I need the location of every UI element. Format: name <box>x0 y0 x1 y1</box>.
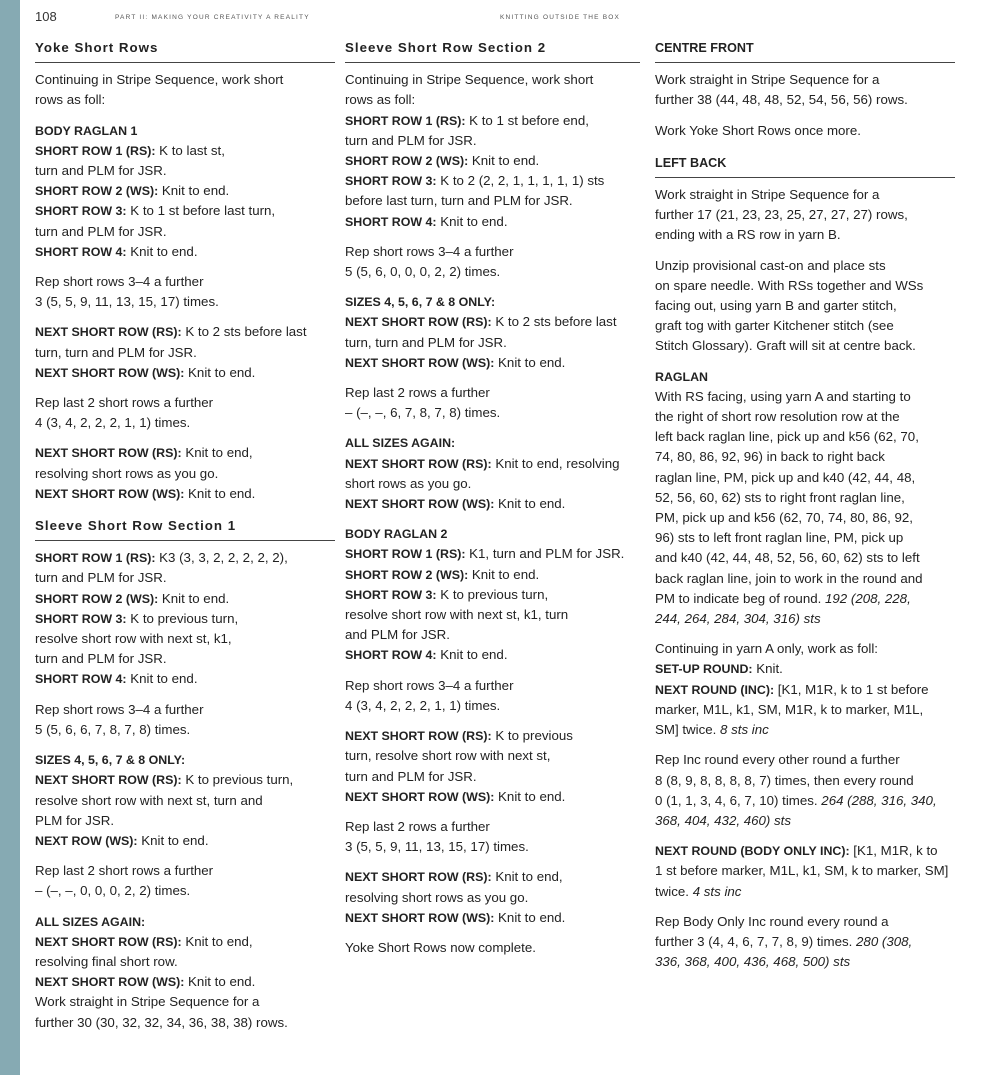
text-line: back raglan line, join to work in the round and <box>655 570 923 586</box>
running-head-left: PART II: MAKING YOUR CREATIVITY A REALITY <box>115 14 310 21</box>
instruction-line: PLM for JSR. <box>35 812 115 828</box>
instruction-line: turn and PLM for JSR. <box>345 768 477 784</box>
column-2 <box>345 36 640 968</box>
paragraph <box>35 70 335 110</box>
instruction-line: before last turn, turn and PLM for JSR. <box>345 193 573 209</box>
text-line: twice. 4 sts inc <box>655 883 742 899</box>
section-heading-left-back: LEFT BACK <box>655 151 955 178</box>
instruction-block <box>35 322 335 383</box>
text-line: Stitch Glossary). Graft will sit at centre back. <box>655 338 916 354</box>
subheading: ALL SIZES AGAIN: <box>35 914 146 929</box>
instruction-line: resolve short row with next st, k1, <box>35 631 232 647</box>
instruction-line: NEXT SHORT ROW (RS): Knit to end, <box>35 445 253 461</box>
subheading: RAGLAN <box>655 369 708 384</box>
instruction-block <box>345 433 640 514</box>
instruction-line: NEXT SHORT ROW (RS): Knit to end, <box>345 869 563 885</box>
text-line: facing out, using yarn B and garter stitch, <box>655 298 897 314</box>
instruction-line: SET-UP ROUND: Knit. <box>655 661 783 677</box>
text-line: Continuing in yarn A only, work as foll: <box>655 641 878 657</box>
text-line: further 38 (44, 48, 48, 52, 54, 56, 56) rows. <box>655 92 908 108</box>
instruction-line: NEXT ROUND (INC): [K1, M1R, k to 1 st before <box>655 681 929 697</box>
paragraph <box>655 185 955 246</box>
instruction-line: SHORT ROW 3: K to 1 st before last turn, <box>35 203 276 219</box>
text-line: 3 (5, 5, 9, 11, 13, 15, 17) times. <box>35 294 219 310</box>
section-heading-sleeve-short-row-section-2: Sleeve Short Row Section 2 <box>345 36 640 63</box>
instruction-line: resolve short row with next st, turn and <box>35 792 263 808</box>
instruction-line: resolving short rows as you go. <box>35 465 219 481</box>
text-line: 5 (5, 6, 0, 0, 0, 2, 2) times. <box>345 264 501 280</box>
instruction-line: NEXT ROW (WS): Knit to end. <box>35 832 209 848</box>
instruction-block <box>345 726 640 807</box>
instruction-block-body-raglan-2 <box>345 524 640 665</box>
raglan-block <box>655 367 955 630</box>
instruction-line: Work straight in Stripe Sequence for a <box>35 994 260 1010</box>
instruction-line: turn and PLM for JSR. <box>35 570 167 586</box>
instruction-line: NEXT SHORT ROW (RS): K to previous <box>345 728 573 744</box>
instruction-line: NEXT SHORT ROW (WS): Knit to end. <box>345 496 566 512</box>
paragraph <box>655 912 955 973</box>
text-line: 8 (8, 9, 8, 8, 8, 8, 7) times, then every round <box>655 772 914 788</box>
paragraph <box>655 750 955 831</box>
instruction-line: NEXT SHORT ROW (WS): Knit to end. <box>345 788 566 804</box>
instruction-line: SHORT ROW 4: Knit to end. <box>35 671 198 687</box>
text-line: 1 st before marker, M1L, k1, SM, k to marker, SM] <box>655 863 949 879</box>
section-heading-sleeve-short-row-section-1: Sleeve Short Row Section 1 <box>35 514 335 541</box>
text-line: Work straight in Stripe Sequence for a <box>655 187 880 203</box>
text-line: Rep short rows 3–4 a further <box>35 274 204 290</box>
text-line: Yoke Short Rows now complete. <box>345 939 536 955</box>
text-line: Rep last 2 rows a further <box>345 385 490 401</box>
paragraph <box>345 817 640 857</box>
text-line: PM, pick up and k56 (62, 70, 74, 80, 86, 92, <box>655 510 913 526</box>
text-line: 3 (5, 5, 9, 11, 13, 15, 17) times. <box>345 839 529 855</box>
paragraph <box>345 242 640 282</box>
instruction-line: turn, resolve short row with next st, <box>345 748 551 764</box>
text-line: 336, 368, 400, 436, 468, 500) sts <box>655 954 851 970</box>
instruction-line: turn, turn and PLM for JSR. <box>35 344 197 360</box>
instruction-line: NEXT ROUND (BODY ONLY INC): [K1, M1R, k to <box>655 843 938 859</box>
instruction-line: NEXT SHORT ROW (WS): Knit to end. <box>35 364 256 380</box>
column-3 <box>655 36 955 982</box>
subheading: SIZES 4, 5, 6, 7 & 8 ONLY: <box>35 753 186 768</box>
instruction-line: turn and PLM for JSR. <box>345 132 477 148</box>
column-1 <box>35 36 335 1043</box>
subheading: ALL SIZES AGAIN: <box>345 436 456 451</box>
instruction-line: Continuing in Stripe Sequence, work short <box>345 72 594 88</box>
text-line: Rep last 2 rows a further <box>345 818 490 834</box>
text-line: Rep short rows 3–4 a further <box>35 701 204 717</box>
instruction-line: turn and PLM for JSR. <box>35 223 167 239</box>
instruction-line: NEXT SHORT ROW (RS): K to 2 sts before last <box>345 314 617 330</box>
paragraph <box>345 676 640 716</box>
text-line: raglan line, PM, pick up and k40 (42, 44, 48, <box>655 469 916 485</box>
instruction-block-body-raglan-1 <box>35 121 335 262</box>
instruction-line: turn and PLM for JSR. <box>35 163 167 179</box>
paragraph <box>655 70 955 110</box>
instruction-line: resolving final short row. <box>35 953 178 969</box>
text-line: With RS facing, using yarn A and starting to <box>655 388 911 404</box>
subheading: BODY RAGLAN 2 <box>345 527 448 542</box>
text-line: 4 (3, 4, 2, 2, 2, 1, 1) times. <box>345 697 501 713</box>
text-line: Rep Body Only Inc round every round a <box>655 913 889 929</box>
text-line: – (–, –, 6, 7, 8, 7, 8) times. <box>345 405 501 421</box>
instruction-line: NEXT SHORT ROW (RS): K to previous turn, <box>35 772 294 788</box>
text-line: PM to indicate beg of round. 192 (208, 228, <box>655 590 911 606</box>
paragraph <box>345 938 640 958</box>
instruction-block <box>35 443 335 504</box>
instruction-line: turn, turn and PLM for JSR. <box>345 334 507 350</box>
paragraph <box>655 121 955 141</box>
instruction-line: resolve short row with next st, k1, turn <box>345 607 569 623</box>
instruction-line: resolving short rows as you go. <box>345 889 529 905</box>
text-line: Rep short rows 3–4 a further <box>345 243 514 259</box>
text-line: further 17 (21, 23, 23, 25, 27, 27, 27) rows, <box>655 207 908 223</box>
instruction-line: NEXT SHORT ROW (WS): Knit to end. <box>35 974 256 990</box>
instruction-line: SHORT ROW 4: Knit to end. <box>35 243 198 259</box>
instruction-line: SHORT ROW 2 (WS): Knit to end. <box>345 566 540 582</box>
text-line: – (–, –, 0, 0, 0, 2, 2) times. <box>35 883 191 899</box>
instruction-line: SHORT ROW 1 (RS): K3 (3, 3, 2, 2, 2, 2, 2), <box>35 550 288 566</box>
instruction-line: NEXT SHORT ROW (WS): Knit to end. <box>345 909 566 925</box>
text-line: 74, 80, 86, 92, 96) in back to right back <box>655 449 885 465</box>
subheading: SIZES 4, 5, 6, 7 & 8 ONLY: <box>345 295 496 310</box>
instruction-line: SHORT ROW 3: K to previous turn, <box>345 586 549 602</box>
paragraph <box>35 861 335 901</box>
teal-margin-bar <box>0 0 20 1075</box>
text-line: left back raglan line, pick up and k56 (62, 70, <box>655 429 919 445</box>
instruction-block <box>345 292 640 373</box>
text-line: and k40 (42, 44, 48, 52, 56, 60, 62) sts to left <box>655 550 920 566</box>
instruction-line: SHORT ROW 4: Knit to end. <box>345 647 508 663</box>
instruction-block <box>345 867 640 928</box>
text-line: rows as foll: <box>35 92 106 108</box>
text-line: 5 (5, 6, 6, 7, 8, 7, 8) times. <box>35 721 191 737</box>
page-number: 108 <box>35 9 57 24</box>
instruction-line: NEXT SHORT ROW (RS): Knit to end, resolving <box>345 455 620 471</box>
text-line: ending with a RS row in yarn B. <box>655 227 841 243</box>
text-line: on spare needle. With RSs together and WSs <box>655 277 924 293</box>
text-line: Rep Inc round every other round a further <box>655 752 900 768</box>
instruction-line: NEXT SHORT ROW (WS): Knit to end. <box>345 354 566 370</box>
paragraph <box>655 256 955 357</box>
instruction-line: NEXT SHORT ROW (RS): K to 2 sts before last <box>35 324 307 340</box>
instruction-line: turn and PLM for JSR. <box>35 651 167 667</box>
instruction-line: SHORT ROW 3: K to previous turn, <box>35 610 239 626</box>
instruction-block <box>655 639 955 740</box>
instruction-line: and PLM for JSR. <box>345 627 450 643</box>
instruction-block <box>345 70 640 232</box>
instruction-line: SHORT ROW 1 (RS): K1, turn and PLM for JSR. <box>345 546 625 562</box>
instruction-line: short rows as you go. <box>345 475 472 491</box>
section-heading-centre-front: CENTRE FRONT <box>655 36 955 63</box>
text-line: further 3 (4, 4, 6, 7, 7, 8, 9) times. 280 (308, <box>655 933 913 949</box>
instruction-block <box>35 912 335 1033</box>
text-line: Work Yoke Short Rows once more. <box>655 122 861 138</box>
instruction-line: SHORT ROW 4: Knit to end. <box>345 213 508 229</box>
instruction-block <box>35 750 335 851</box>
instruction-line: SHORT ROW 1 (RS): K to 1 st before end, <box>345 112 589 128</box>
text-line: graft tog with garter Kitchener stitch (see <box>655 318 894 334</box>
text-line: Continuing in Stripe Sequence, work short <box>35 72 284 88</box>
text-line: Unzip provisional cast-on and place sts <box>655 257 886 273</box>
text-line: marker, M1L, k1, SM, M1R, k to marker, M1L, <box>655 701 924 717</box>
text-line: 244, 264, 284, 304, 316) sts <box>655 611 821 627</box>
running-head-center: KNITTING OUTSIDE THE BOX <box>500 14 621 21</box>
text-line: Rep last 2 short rows a further <box>35 863 214 879</box>
paragraph <box>35 700 335 740</box>
text-line: Work straight in Stripe Sequence for a <box>655 72 880 88</box>
text-line: Rep short rows 3–4 a further <box>345 677 514 693</box>
instruction-line: rows as foll: <box>345 92 416 108</box>
paragraph <box>35 393 335 433</box>
instruction-line: NEXT SHORT ROW (RS): Knit to end, <box>35 933 253 949</box>
text-line: 368, 404, 432, 460) sts <box>655 812 792 828</box>
text-line: SM] twice. 8 sts inc <box>655 722 769 738</box>
text-line: 96) sts to left front raglan line, PM, pick up <box>655 530 904 546</box>
text-line: Rep last 2 short rows a further <box>35 395 214 411</box>
instruction-line: further 30 (30, 32, 32, 34, 36, 38, 38) rows. <box>35 1014 288 1030</box>
text-line: the right of short row resolution row at the <box>655 409 900 425</box>
instruction-line: SHORT ROW 3: K to 2 (2, 2, 1, 1, 1, 1, 1) sts <box>345 173 605 189</box>
instruction-line: SHORT ROW 2 (WS): Knit to end. <box>345 153 540 169</box>
instruction-line: SHORT ROW 2 (WS): Knit to end. <box>35 183 230 199</box>
text-line: 0 (1, 1, 3, 4, 6, 7, 10) times. 264 (288, 316, 340, <box>655 792 937 808</box>
text-line: 4 (3, 4, 2, 2, 2, 1, 1) times. <box>35 415 191 431</box>
instruction-line: NEXT SHORT ROW (WS): Knit to end. <box>35 485 256 501</box>
instruction-line: SHORT ROW 2 (WS): Knit to end. <box>35 590 230 606</box>
paragraph <box>345 383 640 423</box>
instruction-block <box>35 548 335 689</box>
instruction-line: SHORT ROW 1 (RS): K to last st, <box>35 142 225 158</box>
section-heading-yoke-short-rows: Yoke Short Rows <box>35 36 335 63</box>
subheading: BODY RAGLAN 1 <box>35 123 138 138</box>
paragraph <box>35 272 335 312</box>
instruction-block <box>655 841 955 902</box>
text-line: 52, 56, 60, 62) sts to right front raglan line, <box>655 489 905 505</box>
